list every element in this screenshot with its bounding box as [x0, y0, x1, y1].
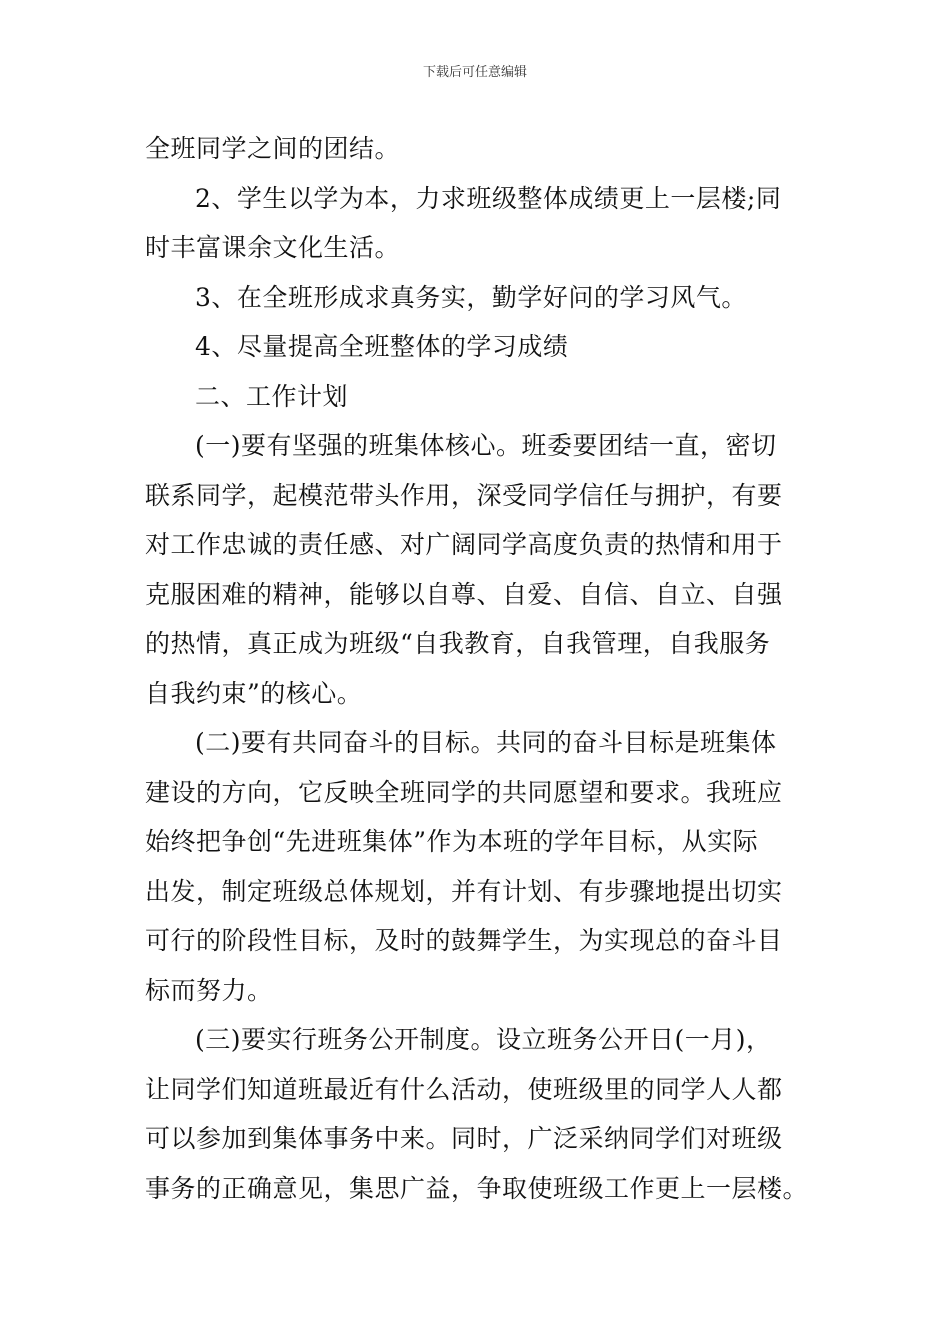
text-line: 联系同学，起模范带头作用，深受同学信任与拥护，有要 [145, 480, 783, 510]
text-line: 二、工作计划 [195, 381, 349, 411]
text-line: 建设的方向，它反映全班同学的共同愿望和要求。我班应 [145, 777, 783, 807]
text-line: (一)要有坚强的班集体核心。班委要团结一直，密切 [195, 431, 777, 460]
text-line: 事务的正确意见，集思广益，争取使班级工作更上一层楼。 [145, 1173, 809, 1203]
text-line: 对工作忠诚的责任感、对广阔同学高度负责的热情和用于 [145, 530, 783, 559]
text-line: (三)要实行班务公开制度。设立班务公开日(一月)， [195, 1025, 772, 1054]
text-line: 始终把争创“先进班集体”作为本班的学年目标，从实际 [145, 827, 759, 856]
text-line: 可行的阶段性目标，及时的鼓舞学生，为实现总的奋斗目 [145, 926, 783, 955]
text-line: 全班同学之间的团结。 [145, 134, 401, 163]
text-line: 克服困难的精神，能够以自尊、自爱、自信、自立、自强 [145, 579, 783, 609]
text-line: 让同学们知道班最近有什么活动，使班级里的同学人人都 [145, 1074, 783, 1104]
text-line: 出发，制定班级总体规划，并有计划、有步骤地提出切实 [145, 876, 783, 906]
page-header: 下载后可任意编辑 [422, 65, 527, 80]
text-line: 自我约束”的核心。 [145, 678, 363, 708]
text-line: 4、尽量提高全班整体的学习成绩 [195, 332, 569, 361]
text-line: 的热情，真正成为班级“自我教育，自我管理，自我服务 [145, 629, 771, 658]
text-line: 时丰富课余文化生活。 [145, 233, 401, 262]
text-line: (二)要有共同奋斗的目标。共同的奋斗目标是班集体 [195, 728, 777, 757]
text-line: 标而努力。 [145, 975, 273, 1005]
text-line: 可以参加到集体事务中来。同时，广泛采纳同学们对班级 [145, 1124, 783, 1153]
text-line: 2、学生以学为本，力求班级整体成绩更上一层楼;同 [195, 183, 782, 213]
document-body [145, 124, 810, 1213]
text-line: 3、在全班形成求真务实，勤学好问的学习风气。 [195, 282, 747, 312]
